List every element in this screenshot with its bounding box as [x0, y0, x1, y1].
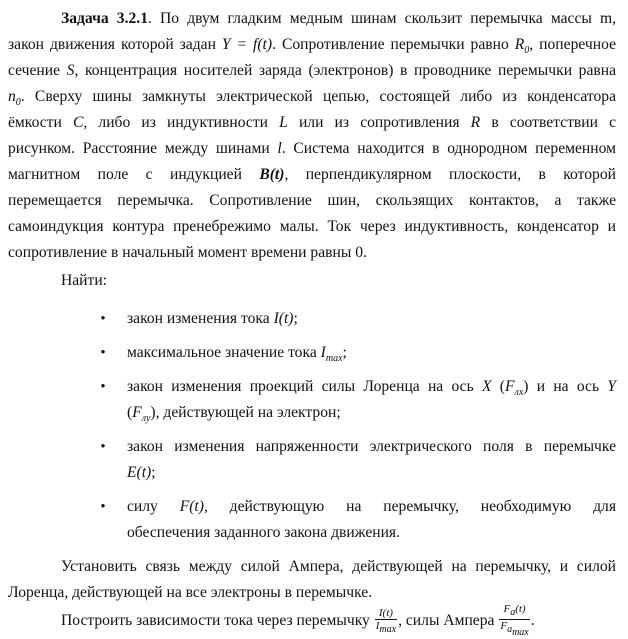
find-item-2: максимальное значение тока $I_{max}$;: [127, 344, 347, 365]
problem-title: Задача 3.2.1: [61, 10, 148, 27]
problem-line-10: сопротивление в начальный момент времени равны 0.: [8, 244, 367, 261]
closing-line-1: Установить связь между силой Ампера, действующей на перемычку, и силой: [61, 558, 616, 575]
problem-line-8: перемещается перемычка. Сопротивление шин, скользящих контактов, а также: [8, 192, 616, 209]
find-item-3-line-2: $(F_{лу})$, действующей на электрон;: [127, 404, 341, 425]
ampere-force-ratio-fraction: $\frac{F_a(t)}{F_{a_{max}}}$: [500, 603, 529, 639]
motion-law-formula: Y = f(t): [221, 36, 273, 53]
problem-line-7: магнитном поле с индукцией B(t), перпендикулярном плоскости, в которой: [8, 166, 616, 183]
bullet-1: •: [100, 311, 106, 327]
find-item-5-line-1: силу F(t), действующую на перемычку, необходимую для: [127, 498, 617, 515]
current-ratio-fraction: $\frac{I(t)}{I_{max}}$: [375, 606, 397, 635]
problem-line-4: $n_0$. Сверху шины замкнуты электрической цепью, состоящей либо из конденсатора: [8, 88, 616, 109]
bullet-5: •: [100, 499, 106, 515]
bullet-2: •: [100, 345, 106, 361]
bullet-3: •: [100, 379, 106, 395]
find-item-1: закон изменения тока I(t);: [127, 310, 298, 327]
find-heading: Найти:: [61, 272, 108, 289]
bullet-4: •: [100, 439, 106, 455]
problem-line-9: самоиндукция контура пренебрежимо малы. Ток через индуктивность, конденсатор и: [8, 218, 616, 235]
find-item-5-line-2: обеспечения заданного закона движения.: [127, 524, 401, 541]
problem-line-2: закон движения которой задан Y = f(t). Сопротивление перемычки равно $R_0$, поперечное: [8, 36, 617, 57]
closing-line-2: Лоренца, действующей на все электроны в перемычке.: [8, 584, 373, 601]
find-item-4-line-2: E(t);: [127, 464, 156, 481]
problem-line-1: Задача 3.2.1. По двум гладким медным шинам скользит перемычка массы m,: [61, 10, 617, 27]
find-item-4-line-1: закон изменения напряженности электрического поля в перемычке: [127, 438, 616, 455]
find-item-3-line-1: закон изменения проекций силы Лоренца на ось X $(F_{лх})$ и на ось Y: [127, 378, 617, 399]
problem-line-6: рисунком. Расстояние между шинами l. Система находится в однородном переменном: [8, 140, 616, 157]
problem-line-5: ёмкости C, либо из индуктивности L или из сопротивления R в соответствии с: [8, 114, 617, 131]
problem-line-3: сечение S, концентрация носителей заряда (электронов) в проводнике перемычки равна: [8, 62, 617, 79]
closing-line-3: Построить зависимости тока через перемычку $\frac{I(t)}{I_{max}}$ , силы Ампера $\frac{F_a(t)}{F_{a_{max}}}$ .: [61, 603, 535, 639]
